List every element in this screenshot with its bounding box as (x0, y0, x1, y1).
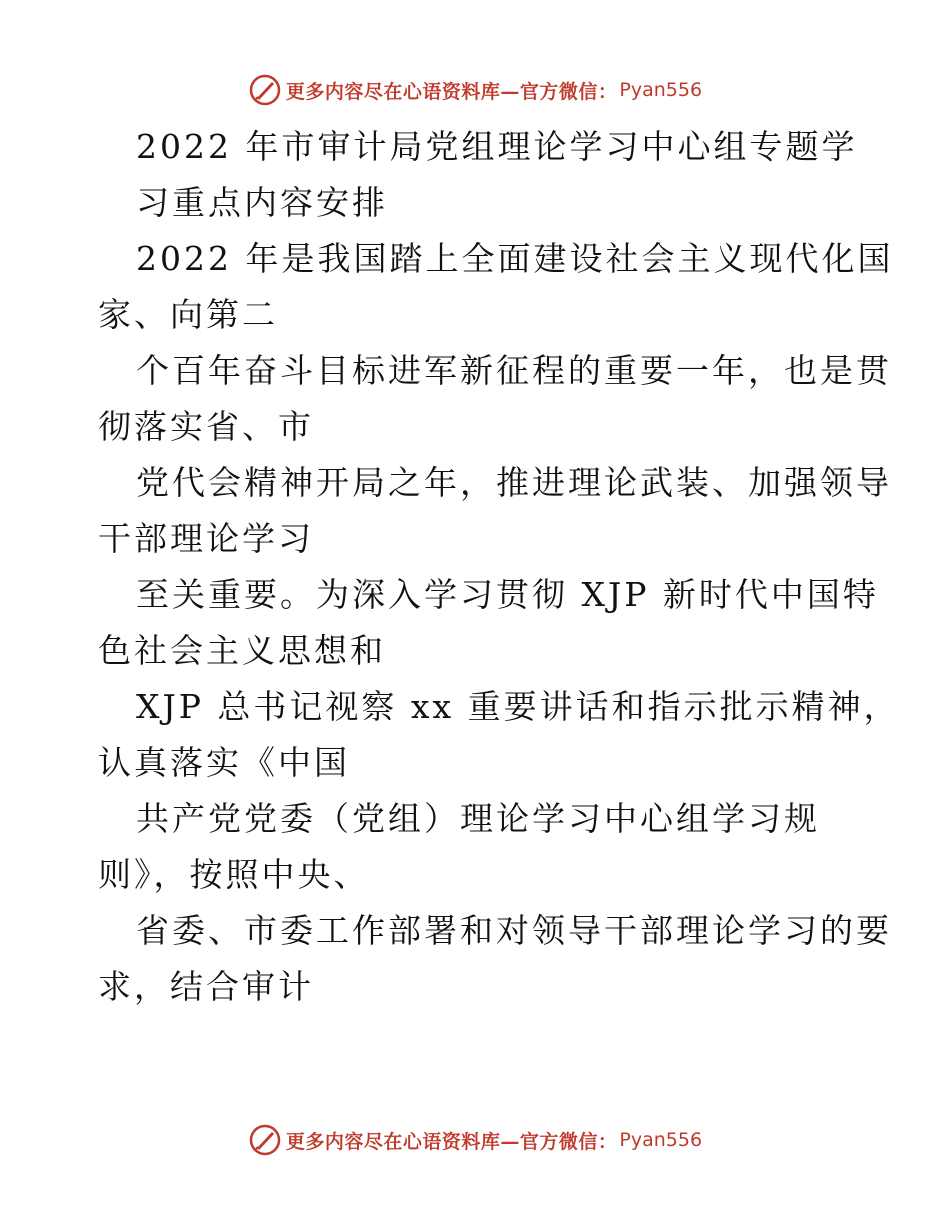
watermark-text: 更多内容尽在心语资料库—官方微信： (285, 1130, 618, 1153)
text-line: 党代会精神开局之年，推进理论武装、加强领导 (136, 463, 892, 502)
quill-logo-icon (248, 73, 282, 107)
text-line: 2022 年是我国踏上全面建设社会主义现代化国 (136, 239, 894, 278)
text-line: 求，结合审计 (98, 967, 314, 1006)
text-line: 共产党党委（党组）理论学习中心组学习规 (136, 799, 820, 838)
text-line: 个百年奋斗目标进军新征程的重要一年，也是贯 (136, 351, 892, 390)
text-line: 彻落实省、市 (98, 407, 314, 446)
watermark-wechat-id: Pyan556 (619, 1129, 703, 1151)
text-line: 省委、市委工作部署和对领导干部理论学习的要 (136, 911, 892, 950)
document-body (98, 124, 900, 1020)
text-line: 家、向第二 (98, 295, 278, 334)
text-line: 则》，按照中央、 (98, 855, 370, 894)
watermark-text: 更多内容尽在心语资料库—官方微信： (285, 80, 618, 103)
text-line: 认真落实《中国 (98, 743, 350, 782)
watermark-wechat-id: Pyan556 (619, 79, 703, 101)
quill-logo-icon (248, 1123, 282, 1157)
text-line: XJP 总书记视察 xx 重要讲话和指示批示精神， (136, 687, 900, 726)
watermark-footer (0, 1120, 950, 1160)
text-line: 至关重要。为深入学习贯彻 XJP 新时代中国特 (136, 575, 879, 614)
text-line: 2022 年市审计局党组理论学习中心组专题学 (136, 127, 858, 166)
text-line: 色社会主义思想和 (98, 631, 386, 670)
text-line: 习重点内容安排 (136, 183, 388, 222)
watermark-header (0, 70, 950, 110)
text-line: 干部理论学习 (98, 519, 314, 558)
